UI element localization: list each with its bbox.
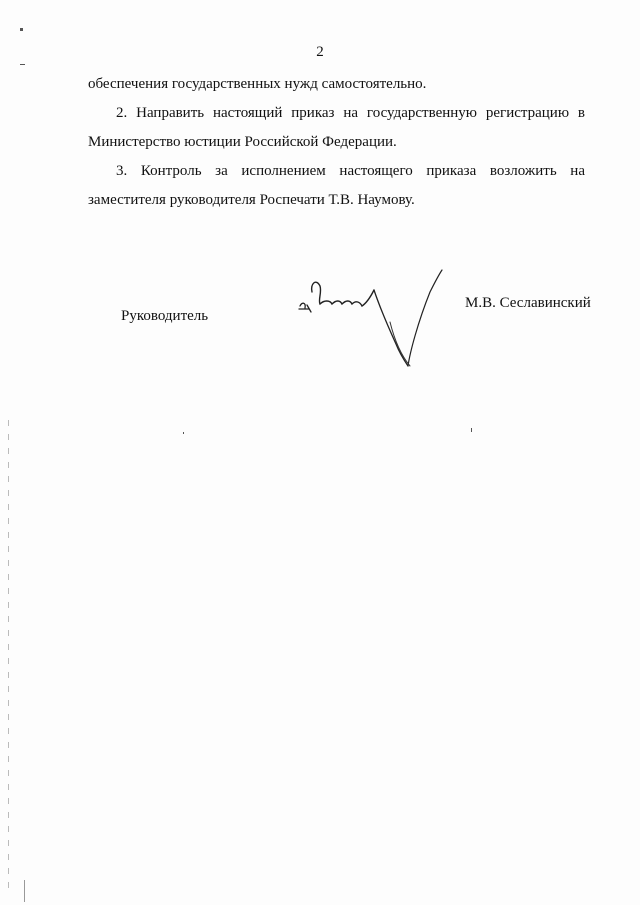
text-line: заместителя руководителя Роспечати Т.В. Наумову. bbox=[88, 192, 415, 208]
scan-dot bbox=[20, 28, 23, 31]
handwritten-signature bbox=[290, 262, 450, 372]
scan-edge-line bbox=[8, 420, 9, 890]
scan-dot bbox=[471, 428, 472, 432]
text-line: 2. Направить настоящий приказ на государственную регистрацию в bbox=[116, 105, 585, 121]
page-number: 2 bbox=[316, 44, 324, 60]
text-line: 3. Контроль за исполнением настоящего приказа возложить на bbox=[116, 163, 585, 179]
signatory-position: Руководитель bbox=[121, 308, 209, 324]
paragraph-3 bbox=[88, 157, 585, 215]
scan-dot bbox=[183, 432, 184, 434]
scan-edge-line bbox=[24, 880, 25, 902]
paragraph-2 bbox=[88, 99, 585, 157]
scan-dash bbox=[20, 64, 25, 65]
text-line: обеспечения государственных нужд самостоятельно. bbox=[88, 76, 427, 92]
signatory-name: М.В. Сеславинский bbox=[465, 295, 591, 311]
text-line: Министерство юстиции Российской Федерации. bbox=[88, 134, 397, 150]
paragraph-continuation bbox=[88, 70, 585, 99]
document-body bbox=[88, 70, 585, 215]
signature-block bbox=[0, 262, 640, 382]
